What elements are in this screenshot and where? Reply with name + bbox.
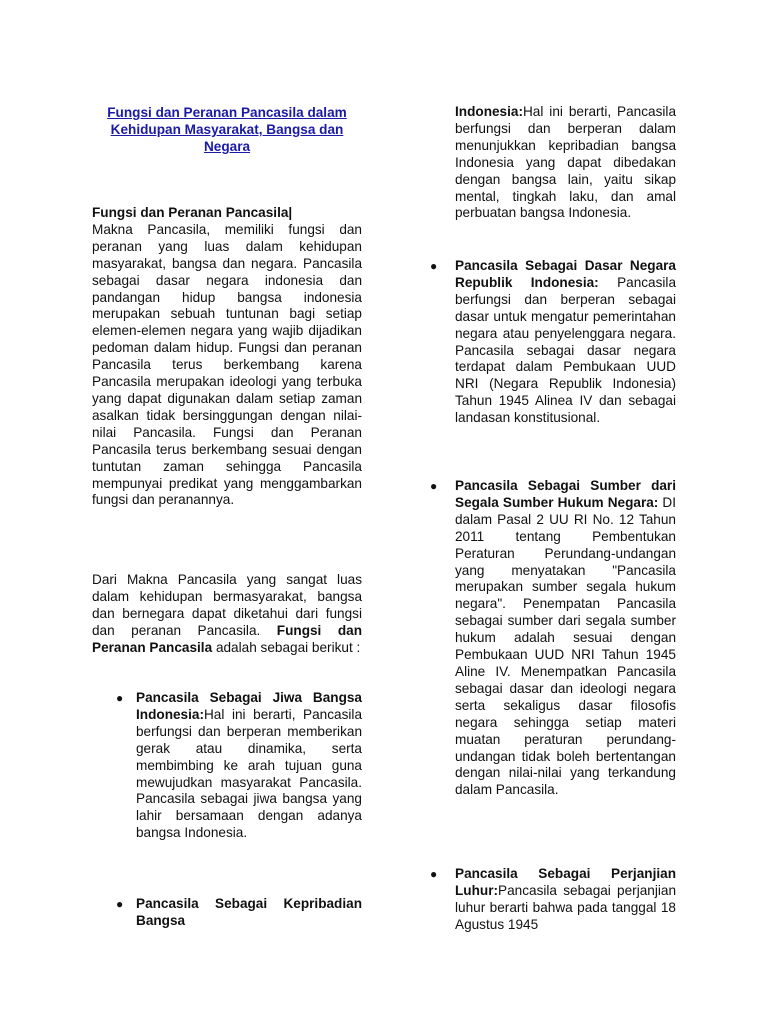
bullet4-text: DI dalam Pasal 2 UU RI No. 12 Tahun 2011 tentang Pembentukan Peraturan Perundang-undangan yang menyatakan "Pancasila merupakan sumber segala hukum negara". Penempatan Pancasila sebagai sumber dari segala sumber hukum adalah sesuai dengan Pembukaan UUD NRI Tahun 1945 Aline IV. Menempatkan Pancasila sebagai dasar dan ideologi negara serta sekaligus dasar filosofis negara sehingga setiap materi muatan peraturan perundang-undangan tidak boleh bertentangan dengan nilai-nilai yang terkandung dalam Pancasila. [455, 494, 676, 798]
intro-text: Makna Pancasila, memiliki fungsi dan peranan yang luas dalam kehidupan masyarakat, bangsa dan negara. Pancasila sebagai dasar negara indonesia dan pandangan hidup bangsa indonesia merupakan sebuah tuntunan bagi setiap elemen-elemen negara yang wajib dijadikan pedoman dalam hidup. Fungsi dan peranan Pancasila terus berkembang karena Pancasila merupakan ideologi yang terbuka yang dapat digunakan dalam setiap zaman asalkan tidak bersinggungan dengan nilai-nilai Pancasila. Fungsi dan Peranan Pancasila terus berkembang sesuai dengan tuntutan zaman sehingga Pancasila mempunyai predikat yang menggambarkan fungsi dan peranannya. [92, 221, 362, 508]
bullet-perjanjian-luhur [427, 866, 676, 934]
bullet3-head: Pancasila Sebagai Dasar Negara Republik Indonesia: [455, 258, 676, 290]
bullet4-head: Pancasila Sebagai Sumber dari Segala Sumber Hukum Negara: [455, 478, 676, 510]
kepribadian-continued [427, 104, 676, 222]
bullet-dot: ● [430, 867, 438, 881]
bullet1-text: Hal ini berarti, Pancasila berfungsi dan berperan memberikan gerak atau dinamika, serta membimbing ke arah tujuan guna mewujudkan masyarakat Pancasila. Pancasila sebagai jiwa bangsa yang lahir bersamaan dengan adanya bangsa Indonesia. [136, 706, 362, 841]
bullet-dot: ● [430, 479, 438, 493]
bullet-dasar-negara [427, 258, 676, 427]
bullet-dot: ● [116, 691, 124, 705]
cont-head: Indonesia: [455, 104, 523, 119]
bullet3-text: Pancasila berfungsi dan berperan sebagai dasar untuk mengatur pemerintahan negara atau penyelenggara negara. Pancasila sebagai dasar negara terdapat dalam Pembukaan UUD NRI (Negara Republik Indonesia) Tahun 1945 Alinea IV dan sebagai landasan konstitusional. [455, 274, 677, 426]
bullet-jiwa-bangsa [92, 690, 362, 842]
intro-heading: Fungsi dan Peranan Pancasila [92, 205, 289, 220]
cont-text: Hal ini berarti, Pancasila berfungsi dan berperan dalam menunjukkan kepribadian bangsa Indonesia yang dapat dibedakan dengan bangsa lain, yaitu sikap mental, tingkah laku, dan amal perbuatan bangsa Indonesia. [455, 104, 676, 221]
bullet5-head: Pancasila Sebagai Perjanjian Luhur: [455, 866, 676, 898]
bullet5-text: Pancasila sebagai perjanjian luhur berarti bahwa pada tanggal 18 Agustus 1945 [455, 882, 676, 932]
bullet-dot: ● [116, 897, 124, 911]
bullet-kepribadian [92, 896, 362, 930]
page-title[interactable]: Fungsi dan Peranan Pancasila dalam Kehidupan Masyarakat, Bangsa dan Negara [107, 105, 347, 154]
bullet1-head: Pancasila Sebagai Jiwa Bangsa Indonesia: [136, 690, 362, 722]
bullet2-head: Pancasila Sebagai Kepribadian Bangsa [136, 896, 362, 928]
intro-paragraph: Fungsi dan Peranan Pancasila| Makna Pancasila, memiliki fungsi dan peranan yang luas dalam kehidupan masyarakat, bangsa dan negara. Pancasila sebagai dasar negara indonesia dan pandangan hidup bangsa indonesia merupakan sebuah tuntunan bagi setiap elemen-elemen negara yang wajib dijadikan pedoman dalam hidup. Fungsi dan peranan Pancasila terus berkembang karena Pancasila merupakan ideologi yang terbuka yang dapat digunakan dalam setiap zaman asalkan tidak bersinggungan dengan nilai-nilai Pancasila. Fungsi dan Peranan Pancasila terus berkembang sesuai dengan tuntutan zaman sehingga Pancasila mempunyai predikat yang menggambarkan fungsi dan peranannya. [92, 205, 362, 508]
bullet-dot: ● [430, 259, 438, 273]
para2-text: Dari Makna Pancasila yang sangat luas dalam kehidupan bermasyarakat, bangsa dan bernegara dapat diketahui dari fungsi dan peranan Pancasila. [92, 572, 362, 638]
para2-bold: Fungsi dan Peranan Pancasila [92, 622, 362, 655]
para2 [92, 572, 362, 657]
bullet-sumber-hukum [427, 478, 676, 799]
para2-tail: adalah sebagai berikut : [215, 639, 361, 655]
